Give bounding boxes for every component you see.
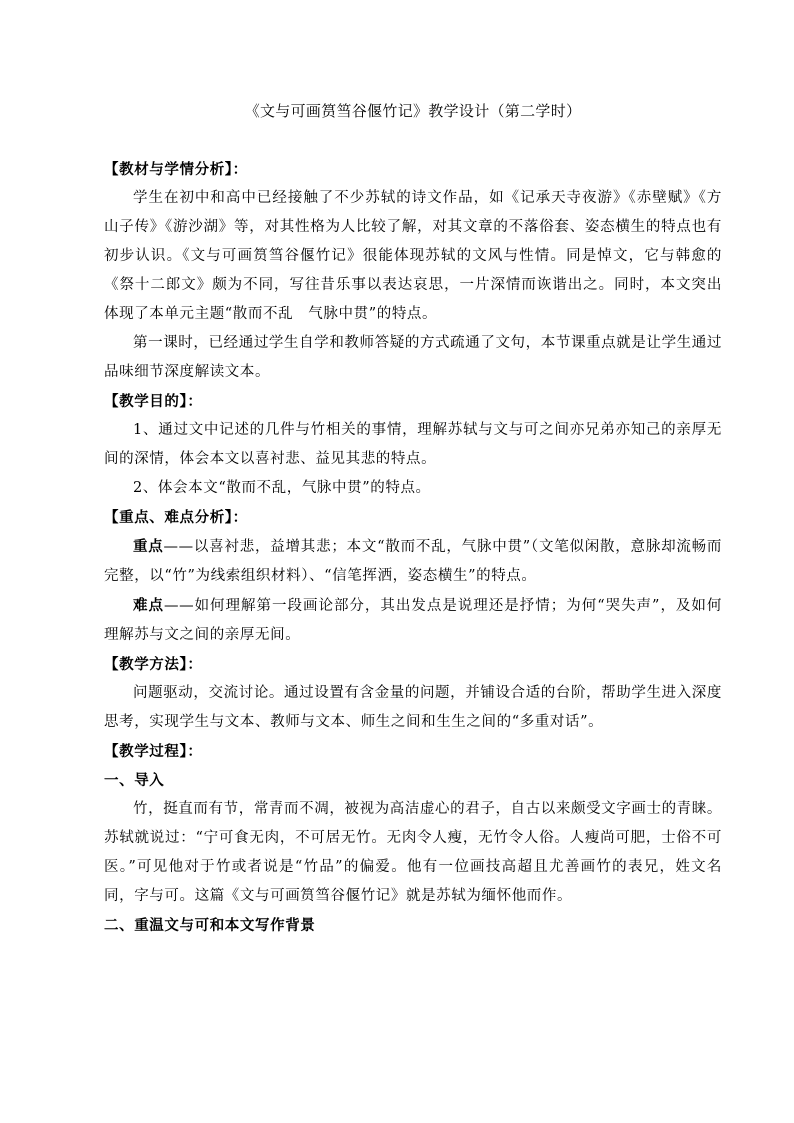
goals-heading: 【教学目的】： xyxy=(104,393,203,410)
process-heading: 【教学过程】： xyxy=(104,743,203,760)
goal-item-1: 1、通过文中记述的几件与竹相关的事情，理解苏轼与文与可之间亦兄弟亦知己的亲厚无间的深情，体会本文以喜衬悲、益见其悲的特点。 xyxy=(104,422,722,467)
analysis-paragraph-1: 学生在初中和高中已经接触了不少苏轼的诗文作品，如《记承天寺夜游》《赤壁赋》《方山子传》《游沙湖》等，对其性格为人比较了解，对其文章的不落俗套、姿态横生的特点也有初步认识。《文与可画筼筜谷偃竹记》很能体现苏轼的文风与性情。同是悼文，它与韩愈的《祭十二郎文》颇为不同，写往昔乐事以表达哀思，一片深情而诙谐出之。同时，本文突出体现了本单元主题“散而不乱 气脉中贯”的特点。 xyxy=(104,190,722,322)
analysis-paragraph-2: 第一课时，已经通过学生自学和教师答疑的方式疏通了文句，本节课重点就是让学生通过品味细节深度解读文本。 xyxy=(104,335,722,380)
difficult-point-text: ——如何理解第一段画论部分，其出发点是说理还是抒情；为何“哭失声”，及如何理解苏与文之间的亲厚无间。 xyxy=(104,598,723,643)
difficult-point-paragraph xyxy=(104,591,722,650)
goal-item-2: 2、体会本文“散而不乱，气脉中贯”的特点。 xyxy=(133,480,431,496)
analysis-heading: 【教材与学情分析】： xyxy=(104,161,248,178)
document-title: 《文与可画筼筜谷偃竹记》教学设计（第二学时） xyxy=(244,102,582,120)
keypoints-heading: 【重点、难点分析】： xyxy=(104,509,248,526)
key-point-paragraph xyxy=(104,532,722,591)
step-1-paragraph: 竹，挺直而有节，常青而不凋，被视为高洁虚心的君子，自古以来颇受文字画士的青睐。苏轼就说过：“宁可食无肉，不可居无竹。无肉令人瘦，无竹令人俗。人瘦尚可肥，士俗不可医。”可见他对于竹或者说是“竹品”的偏爱。他有一位画技高超且尤善画竹的表兄，姓文名同，字与可。这篇《文与可画筼筜谷偃竹记》就是苏轼为缅怀他而作。 xyxy=(104,801,722,904)
key-point-text: ——以喜衬悲，益增其悲；本文“散而不乱，气脉中贯”（文笔似闲散，意脉却流畅而完整，以“竹”为线索组织材料）、“信笔挥洒，姿态横生”的特点。 xyxy=(104,539,723,584)
step-2-heading: 二、重温文与可和本文写作背景 xyxy=(104,917,316,934)
difficult-point-label: 难点 xyxy=(133,597,164,614)
methods-paragraph: 问题驱动，交流讨论。通过设置有含金量的问题，并铺设合适的台阶，帮助学生进入深度思考，实现学生与文本、教师与文本、师生之间和生生之间的“多重对话”。 xyxy=(104,685,722,730)
step-1-heading: 一、导入 xyxy=(104,772,165,789)
key-point-label: 重点 xyxy=(133,538,164,555)
document-page xyxy=(104,100,722,940)
methods-heading: 【教学方法】： xyxy=(104,656,203,673)
